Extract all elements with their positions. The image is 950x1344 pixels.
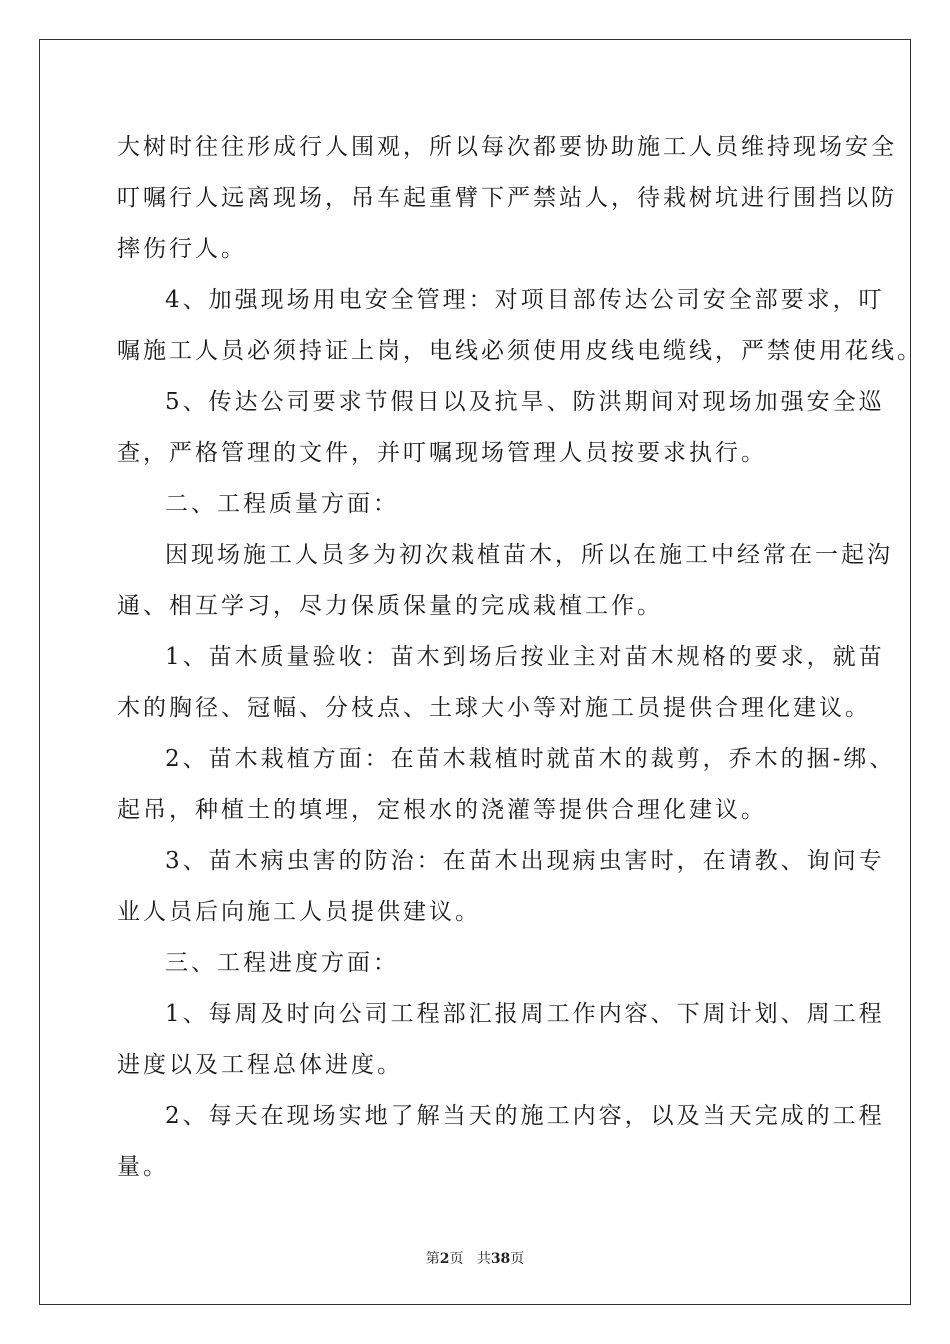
page-prefix: 第 bbox=[425, 1251, 440, 1267]
paragraph-line: 查，严格管理的文件，并叮嘱现场管理人员按要求执行。 bbox=[117, 440, 767, 466]
paragraph-line: 2、苗木栽植方面：在苗木栽植时就苗木的裁剪，乔木的捆-绑、 bbox=[165, 746, 896, 772]
paragraph-line: 1、苗木质量验收：苗木到场后按业主对苗木规格的要求，就苗 bbox=[165, 644, 885, 670]
paragraph-line: 嘱施工人员必须持证上岗，电线必须使用皮线电缆线，严禁使用花线。 bbox=[117, 338, 923, 364]
total-prefix: 共 bbox=[476, 1251, 491, 1267]
paragraph-line: 进度以及工程总体进度。 bbox=[117, 1052, 403, 1078]
paragraph-line: 量。 bbox=[117, 1154, 169, 1180]
paragraph-line: 因现场施工人员多为初次栽植苗木，所以在施工中经常在一起沟 bbox=[165, 542, 893, 568]
total-suffix: 页 bbox=[510, 1251, 525, 1267]
paragraph-line: 大树时往往形成行人围观，所以每次都要协助施工人员维持现场安全 bbox=[117, 134, 897, 160]
page-footer bbox=[0, 1248, 950, 1268]
page-suffix: 页 bbox=[449, 1251, 464, 1267]
paragraph-line: 通、相互学习，尽力保质保量的完成栽植工作。 bbox=[117, 593, 663, 619]
paragraph-line: 5、传达公司要求节假日以及抗旱、防洪期间对现场加强安全巡 bbox=[165, 389, 885, 415]
paragraph-line: 2、每天在现场实地了解当天的施工内容，以及当天完成的工程 bbox=[165, 1103, 885, 1129]
paragraph-line: 叮嘱行人远离现场，吊车起重臂下严禁站人，待栽树坑进行围挡以防 bbox=[117, 185, 897, 211]
total-pages: 38 bbox=[490, 1251, 511, 1267]
paragraph-line: 摔伤行人。 bbox=[117, 236, 247, 262]
page-number: 2 bbox=[439, 1251, 450, 1267]
paragraph-line: 1、每周及时向公司工程部汇报周工作内容、下周计划、周工程 bbox=[165, 1001, 885, 1027]
paragraph-line: 起吊，种植土的填埋，定根水的浇灌等提供合理化建议。 bbox=[117, 797, 767, 823]
section-heading: 三、工程进度方面： bbox=[165, 950, 399, 976]
paragraph-line: 4、加强现场用电安全管理：对项目部传达公司安全部要求，叮 bbox=[165, 287, 885, 313]
paragraph-line: 木的胸径、冠幅、分枝点、土球大小等对施工员提供合理化建议。 bbox=[117, 695, 871, 721]
section-heading: 二、工程质量方面： bbox=[165, 491, 399, 517]
paragraph-line: 业人员后向施工人员提供建议。 bbox=[117, 899, 481, 925]
paragraph-line: 3、苗木病虫害的防治：在苗木出现病虫害时，在请教、询问专 bbox=[165, 848, 885, 874]
